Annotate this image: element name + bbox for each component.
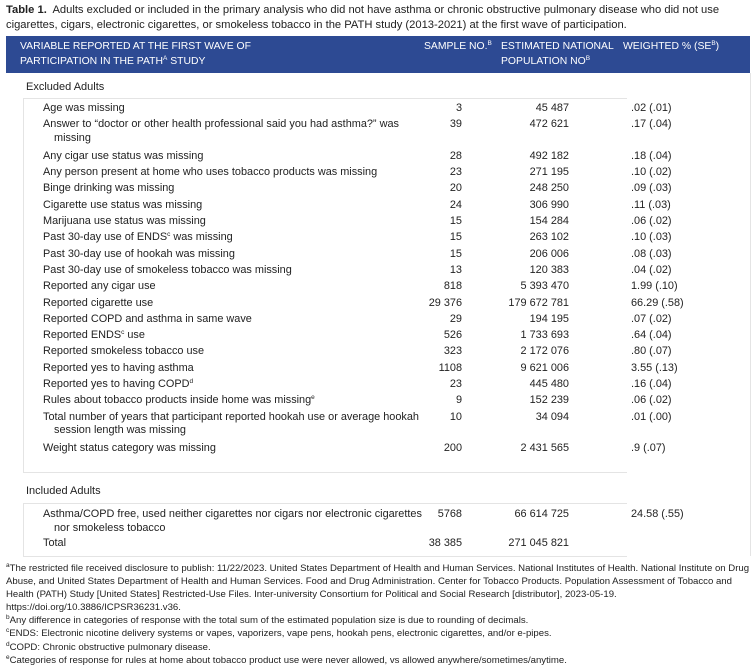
row-label: [43, 411, 437, 438]
weighted-percent: .10 (.02): [631, 166, 672, 179]
row-label: [43, 537, 437, 551]
row-label-text: Past 30-day use of ENDS: [43, 231, 168, 244]
row-label: [43, 508, 437, 535]
footnote-mark: A: [162, 55, 168, 62]
footnote-text: Any difference in categories of response with the total sum of the estimated population size is due to rounding of decimals.: [9, 615, 529, 627]
section-title: Excluded Adults: [26, 81, 105, 93]
sample-no: 29: [449, 312, 462, 325]
row-label: [43, 297, 437, 311]
header-weighted-label: WEIGHTED % (SE: [623, 41, 712, 52]
footnote-text: ENDS: Electronic nicotine delivery systems or vapes, vaporizers, vape pens, hookah pens, electronic cigarettes, and/or e-pipes.: [9, 628, 552, 640]
row-label-text: Marijuana use status was missing: [43, 215, 206, 227]
row-label: [43, 378, 437, 392]
row-label-text: Reported yes to having asthma: [43, 361, 194, 374]
row-label-text: Reported any cigar use: [43, 280, 156, 293]
estimated-population: 206 006: [529, 247, 569, 260]
estimated-population: 492 182: [529, 149, 569, 162]
weighted-percent: 66.29 (.58): [631, 296, 684, 309]
sample-no: 5768: [437, 508, 462, 520]
footnote-mark: B: [585, 55, 591, 62]
footnote-mark: c: [167, 231, 171, 239]
footnote: [6, 562, 751, 614]
row-label-text: Past 30-day use of hookah was missing: [43, 247, 235, 260]
caption-text: Adults excluded or included in the primary analysis who did not have asthma or chronic obstructive pulmonary disease who did not use cigarettes, cigars, electronic cigarettes, or smokeless tobacco in the PATH study (2013-2021) at the first wave of participation.: [6, 4, 720, 31]
footnote-mark: d: [6, 640, 10, 648]
estimated-population: 306 990: [529, 198, 569, 211]
estimated-population: 445 480: [529, 378, 569, 390]
footnote-mark: c: [6, 627, 10, 635]
estimated-population: 271 045 821: [508, 537, 569, 549]
row-label: [43, 329, 437, 343]
row-label: [43, 313, 437, 327]
estimated-population: 154 284: [529, 215, 569, 227]
footnote-text: COPD: Chronic obstructive pulmonary disease.: [9, 641, 211, 653]
weighted-percent: 24.58 (.55): [631, 508, 684, 520]
weighted-percent: .07 (.02): [631, 312, 672, 325]
row-label: [43, 394, 437, 408]
footnote-mark: b: [6, 614, 10, 622]
sample-no: 10: [449, 410, 462, 423]
row-label-text: Reported ENDS: [43, 329, 122, 342]
estimated-population: 45 487: [535, 102, 569, 114]
header-variable: [20, 39, 251, 69]
excluded-section: [6, 73, 751, 473]
row-label-text: Asthma/COPD free, used neither cigarettes nor cigars nor electronic cigarettes nor smokeless tobacco: [43, 508, 422, 534]
sample-no: 23: [449, 378, 462, 390]
row-label: [43, 182, 437, 196]
weighted-percent: .10 (.03): [631, 231, 672, 244]
sample-no: 526: [443, 329, 462, 342]
weighted-percent: .16 (.04): [631, 378, 672, 390]
weighted-percent: .06 (.02): [631, 215, 672, 227]
weighted-percent: .64 (.04): [631, 329, 672, 342]
footnote-mark: e: [6, 653, 10, 661]
sample-no: 20: [449, 182, 462, 195]
row-label-text: Any person present at home who uses tobacco products was missing: [43, 166, 378, 179]
row-label: [43, 199, 437, 213]
estimated-population: 179 672 781: [508, 296, 569, 309]
row-label-text: Reported yes to having COPD: [43, 378, 190, 390]
sample-no: 15: [449, 247, 462, 260]
footnote: [6, 654, 751, 667]
row-label-end: use: [124, 329, 145, 342]
weighted-percent: 1.99 (.10): [631, 280, 678, 293]
row-label: [43, 345, 437, 359]
estimated-population: 152 239: [529, 394, 569, 407]
weighted-percent: .80 (.07): [631, 345, 672, 358]
row-label: [43, 150, 437, 164]
weighted-percent: .08 (.03): [631, 247, 672, 260]
header-weighted-end: ): [715, 41, 720, 52]
estimated-population: 34 094: [535, 410, 569, 423]
header-variable-line2: PARTICIPATION IN THE PATH: [20, 56, 163, 67]
row-label-text: Reported cigarette use: [43, 296, 154, 309]
row-label-end: was missing: [170, 231, 233, 244]
footnote: [6, 641, 751, 654]
table-label: Table 1.: [6, 4, 47, 16]
table-header: [6, 36, 750, 73]
row-label: [43, 215, 437, 229]
estimated-population: 271 195: [529, 166, 569, 179]
header-variable-end: STUDY: [167, 56, 206, 67]
estimated-population: 194 195: [529, 312, 569, 325]
footnote-mark: a: [6, 562, 10, 569]
footnotes: [6, 562, 751, 667]
row-label-text: Total number of years that participant reported hookah use or average hookah session length was missing: [43, 410, 419, 437]
estimated-population: 66 614 725: [514, 508, 569, 520]
footnote-mark: B: [711, 40, 716, 47]
sample-no: 15: [449, 215, 462, 227]
row-label-text: Reported COPD and asthma in same wave: [43, 312, 252, 325]
header-estimate-line1: ESTIMATED NATIONAL: [501, 41, 614, 52]
header-estimate-line2: POPULATION NO: [501, 56, 586, 67]
row-label-text: Reported smokeless tobacco use: [43, 345, 205, 358]
sample-no: 39: [449, 118, 462, 131]
sample-no: 15: [449, 231, 462, 244]
footnote: [6, 614, 751, 627]
sample-no: 3: [455, 102, 462, 114]
weighted-percent: .9 (.07): [631, 442, 666, 455]
included-section: [6, 473, 751, 556]
sample-no: 29 376: [428, 296, 462, 309]
header-weighted: [623, 39, 719, 54]
footnote-mark: d: [189, 378, 194, 385]
table-caption: [6, 3, 751, 33]
sample-no: 28: [449, 149, 462, 162]
footnote: [6, 627, 751, 640]
row-label-text: Answer to “doctor or other health professional said you had asthma?” was missing: [43, 118, 399, 144]
row-label-text: Weight status category was missing: [43, 442, 216, 455]
footnote-text: Categories of response for rules at home about tobacco product use were never allowed, vs allowed anywhere/sometimes/anytime.: [9, 654, 567, 666]
weighted-percent: 3.55 (.13): [631, 361, 678, 374]
sample-no: 9: [455, 394, 462, 407]
estimated-population: 120 383: [529, 263, 569, 276]
row-label-text: Any cigar use status was missing: [43, 149, 204, 162]
sample-no: 24: [449, 198, 462, 211]
row-label-text: Cigarette use status was missing: [43, 198, 203, 211]
row-label: [43, 102, 437, 116]
estimated-population: 9 621 006: [520, 361, 569, 374]
row-label: [43, 362, 437, 376]
weighted-percent: .06 (.02): [631, 394, 672, 407]
weighted-percent: .18 (.04): [631, 149, 672, 162]
estimated-population: 2 431 565: [520, 442, 569, 455]
row-label: [43, 166, 437, 180]
estimated-population: 2 172 076: [520, 345, 569, 358]
row-label-text: Age was missing: [43, 102, 125, 114]
row-label: [43, 118, 437, 145]
weighted-percent: .01 (.00): [631, 410, 672, 423]
footnote-mark: e: [311, 394, 315, 402]
estimated-population: 248 250: [529, 182, 569, 195]
header-variable-line1: VARIABLE REPORTED AT THE FIRST WAVE OF: [20, 41, 251, 52]
footnote-text: The restricted file received disclosure to publish: 11/22/2023. United States Department of Health and Human Services. National Institutes of Health. National Institute on Drug Abuse, and United States Department of Health and Human Services. Food and Drug Administration. Center for Tobacco Products. Population Assessment of Tobacco and Health (PATH) Study [United States] Restricted-Use Files. Inter-university Consortium for Political and Social Research [distributor], 2023-05-19. https://doi.org/10.3886/ICPSR36231.v36.: [6, 563, 750, 614]
estimated-population: 472 621: [529, 118, 569, 131]
sample-no: 200: [443, 442, 462, 455]
row-label: [43, 442, 437, 456]
header-sample: [424, 39, 492, 54]
estimated-population: 5 393 470: [520, 280, 569, 293]
footnote-mark: B: [487, 40, 492, 47]
row-label-text: Total: [43, 537, 67, 549]
sample-no: 13: [449, 263, 462, 276]
row-label: [43, 264, 437, 278]
weighted-percent: .04 (.02): [631, 263, 672, 276]
row-label-text: Past 30-day use of smokeless tobacco was missing: [43, 263, 292, 276]
row-label: [43, 248, 437, 262]
sample-no: 1108: [438, 361, 462, 374]
weighted-percent: .02 (.01): [631, 102, 672, 114]
weighted-percent: .11 (.03): [631, 198, 671, 211]
sample-no: 818: [443, 280, 462, 293]
sample-no: 38 385: [428, 537, 462, 549]
row-label-text: Binge drinking was missing: [43, 182, 175, 195]
sample-no: 23: [449, 166, 462, 179]
header-sample-label: SAMPLE NO.: [424, 41, 488, 52]
header-estimate: [501, 39, 614, 69]
row-label: [43, 231, 437, 245]
row-label: [43, 280, 437, 294]
estimated-population: 263 102: [529, 231, 569, 244]
footnote-mark: c: [121, 329, 125, 337]
weighted-percent: .09 (.03): [631, 182, 672, 195]
estimated-population: 1 733 693: [520, 329, 569, 342]
sample-no: 323: [443, 345, 462, 358]
weighted-percent: .17 (.04): [631, 118, 672, 131]
section-title: Included Adults: [26, 485, 101, 497]
row-label-text: Rules about tobacco products inside home was missing: [43, 394, 312, 407]
